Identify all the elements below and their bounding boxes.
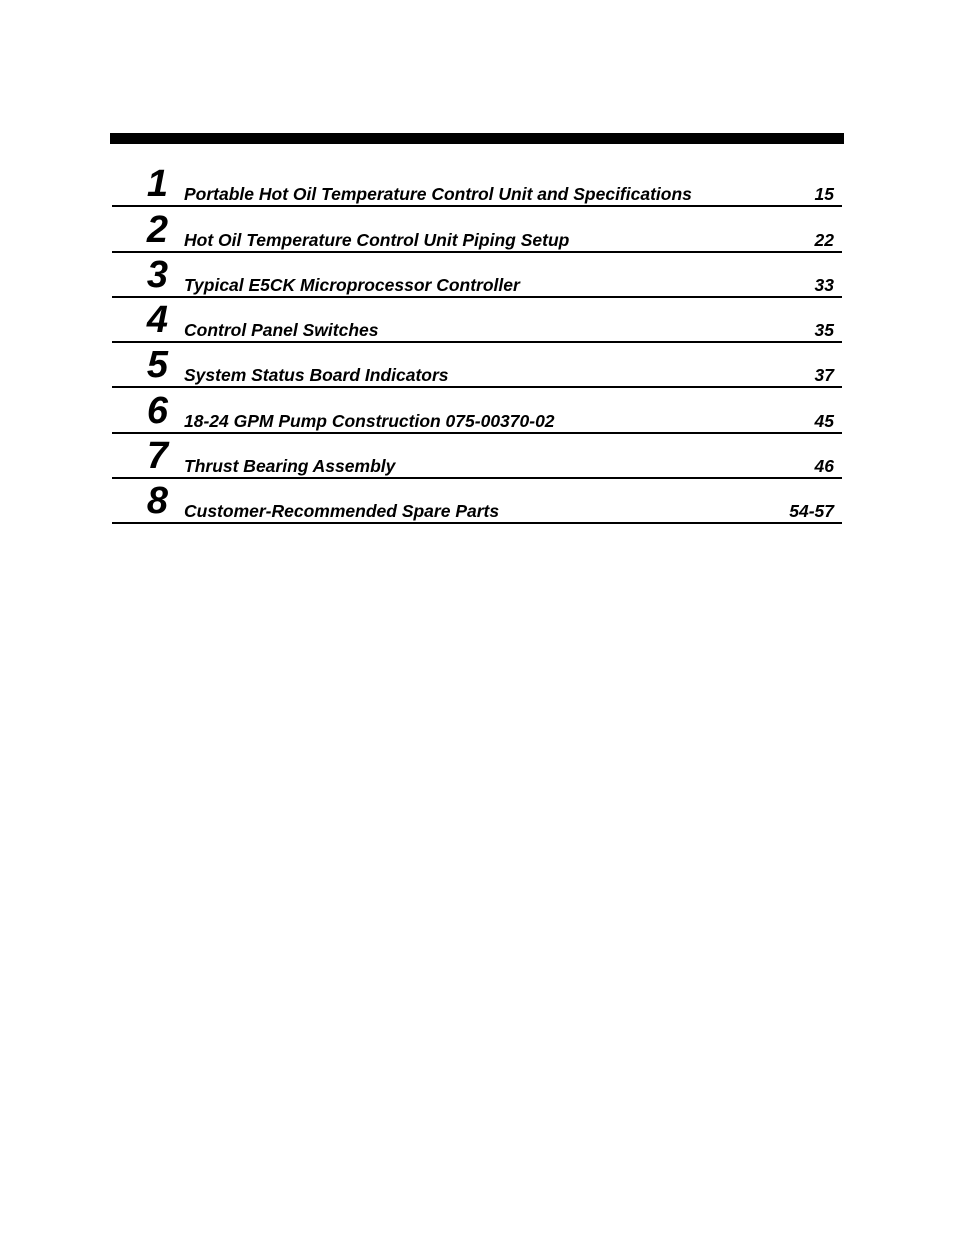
entry-number: 2 — [146, 208, 168, 251]
entry-page: 33 — [814, 274, 834, 295]
entry-title: Typical E5CK Microprocessor Controller — [184, 274, 520, 295]
entry-title: 18-24 GPM Pump Construction 075-00370-02 — [184, 410, 555, 431]
entry-title: System Status Board Indicators — [184, 365, 449, 386]
entry-page: 15 — [814, 184, 834, 205]
entry-number: 8 — [146, 480, 168, 523]
entry-page: 37 — [814, 365, 834, 386]
entry-title: Thrust Bearing Assembly — [184, 456, 396, 477]
toc-entry — [112, 162, 842, 207]
header-rule — [110, 133, 844, 144]
toc-entry — [112, 479, 842, 524]
entry-number: 3 — [146, 253, 168, 296]
toc-entry — [112, 434, 842, 479]
toc-entry — [112, 388, 842, 433]
toc-entry — [112, 207, 842, 252]
entry-number: 1 — [146, 163, 168, 206]
entry-page: 46 — [814, 456, 834, 477]
entry-number: 7 — [146, 435, 168, 478]
entry-title: Customer-Recommended Spare Parts — [184, 501, 500, 522]
figure-list — [112, 162, 842, 524]
toc-entry — [112, 253, 842, 298]
entry-page: 45 — [814, 410, 834, 431]
entry-number: 4 — [146, 299, 168, 342]
entry-page: 22 — [814, 229, 834, 250]
toc-entry — [112, 343, 842, 388]
entry-page: 35 — [814, 320, 834, 341]
entry-number: 5 — [146, 344, 168, 387]
toc-entry — [112, 298, 842, 343]
entry-title: Hot Oil Temperature Control Unit Piping Setup — [184, 229, 570, 250]
entry-title: Control Panel Switches — [184, 320, 379, 341]
entry-page: 54-57 — [789, 501, 834, 522]
entry-title: Portable Hot Oil Temperature Control Unit and Specifications — [184, 184, 692, 205]
entry-number: 6 — [146, 389, 168, 432]
